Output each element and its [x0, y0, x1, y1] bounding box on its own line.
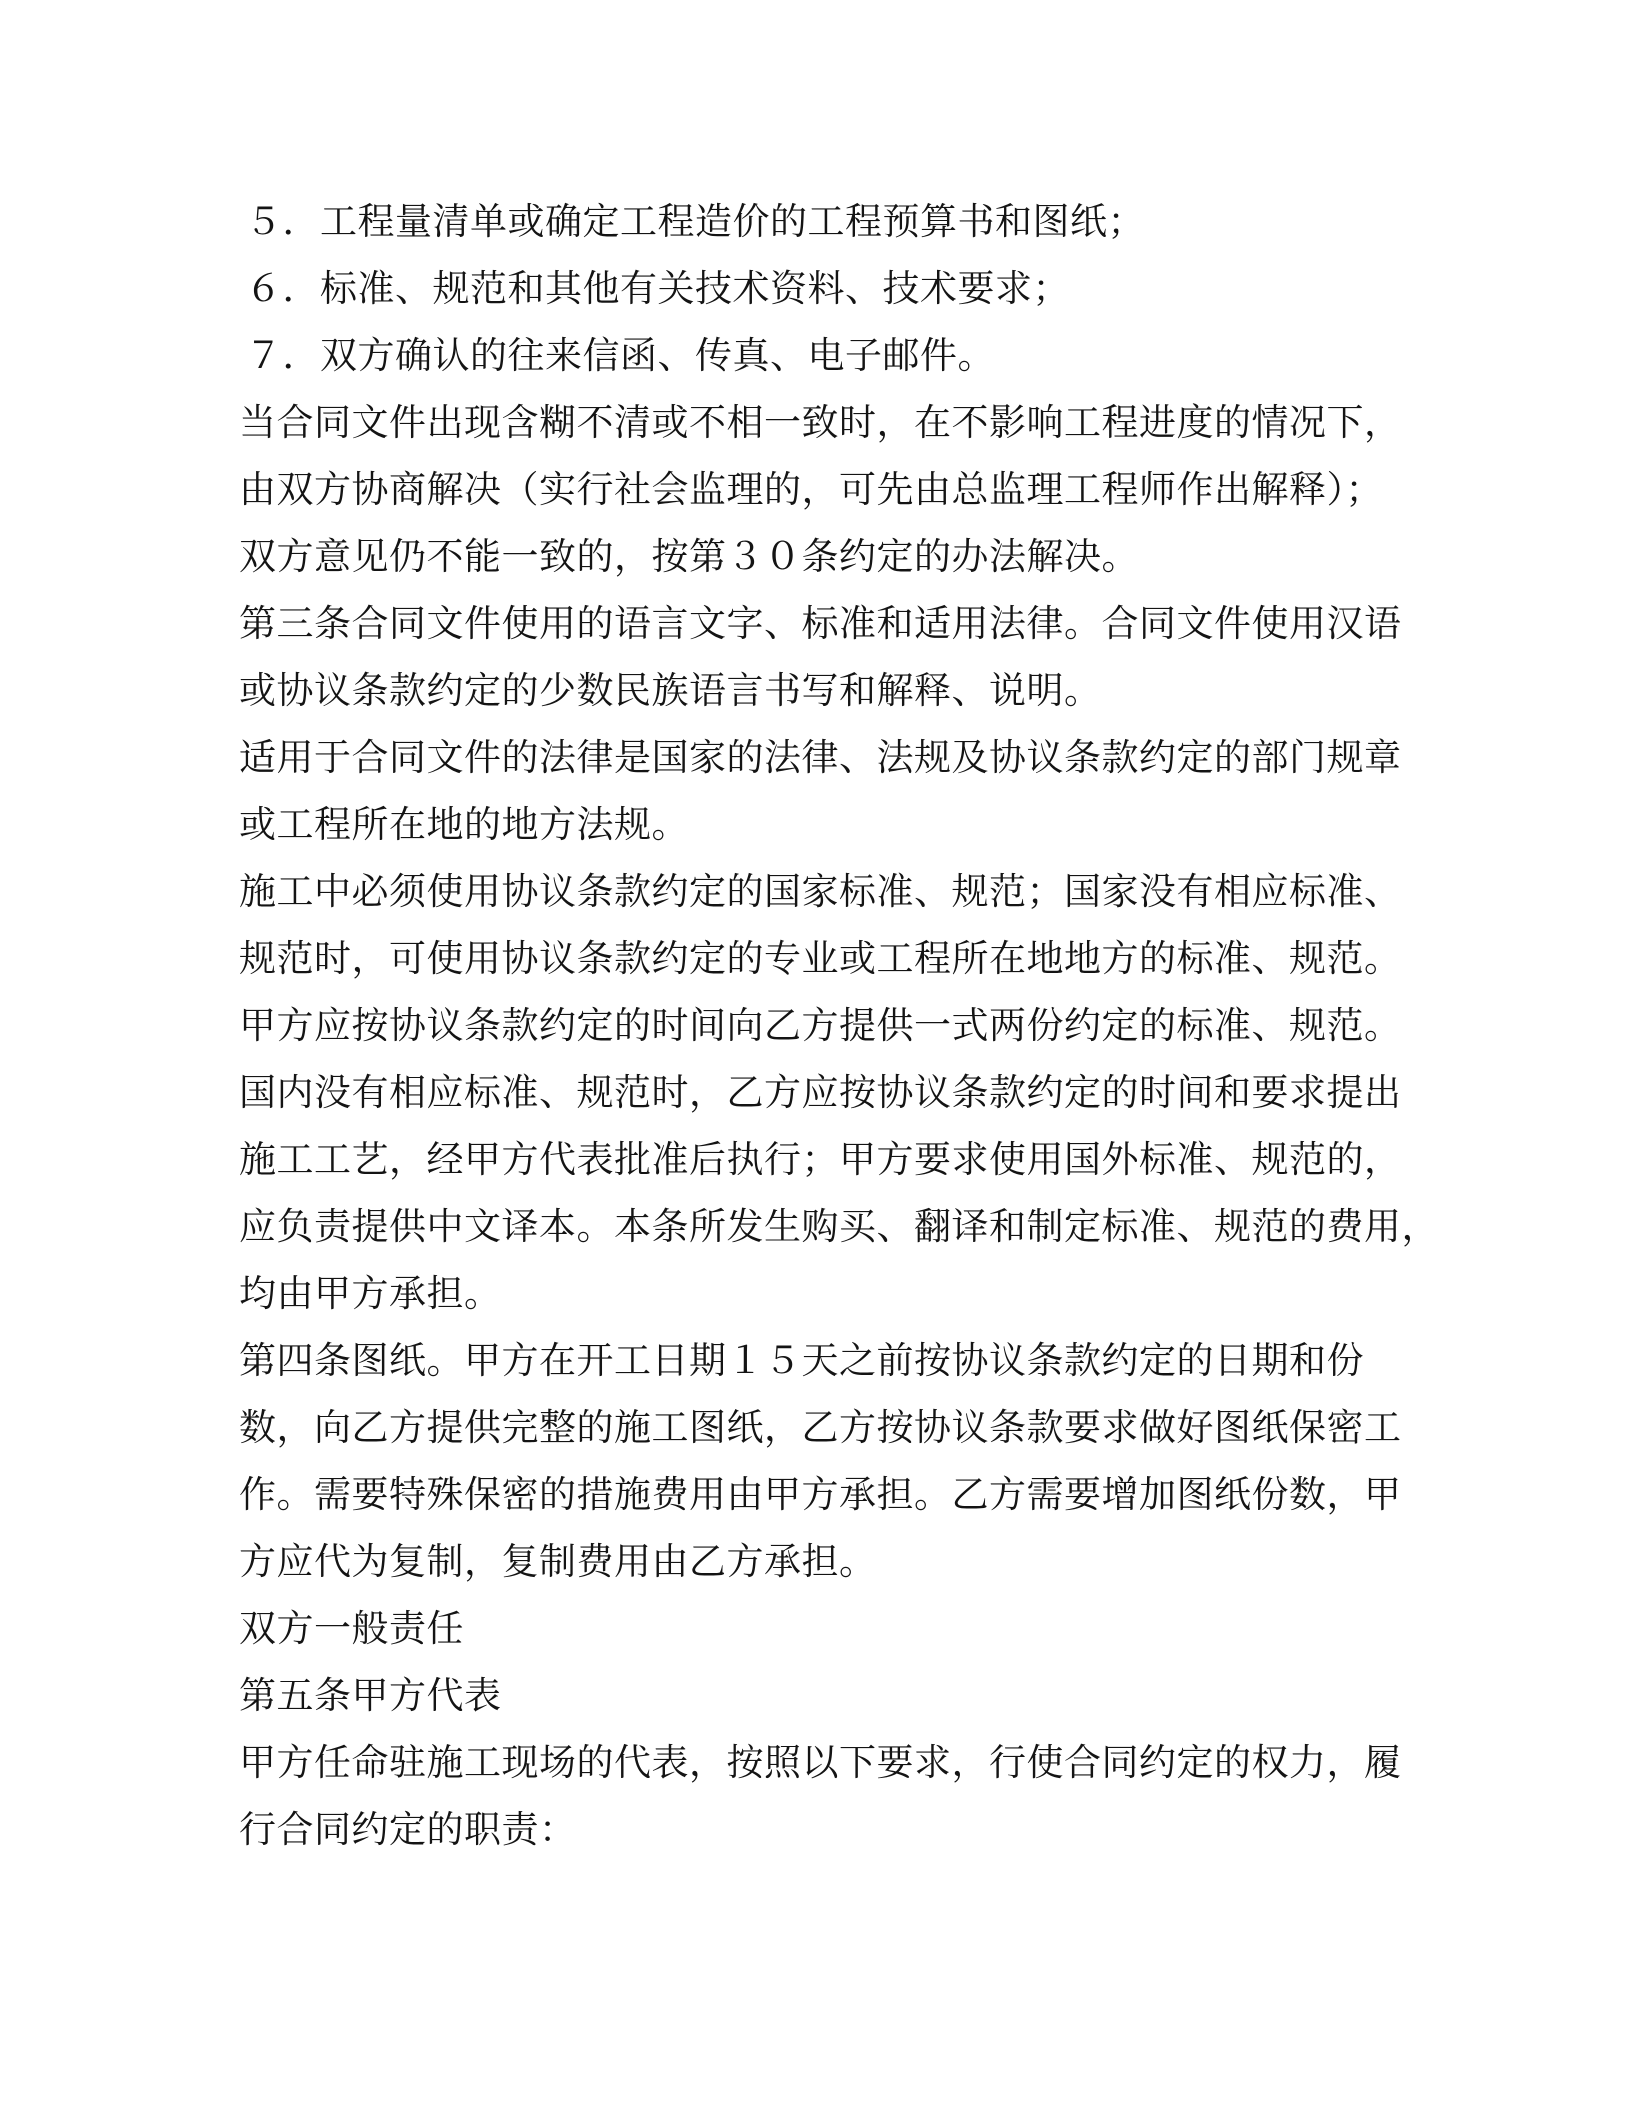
- section-heading: 双方一般责任: [239, 1607, 464, 1650]
- list-item-6: ６．标准、规范和其他有关技术资料、技术要求；: [245, 267, 1070, 310]
- text-line: 甲方应按协议条款约定的时间向乙方提供一式两份约定的标准、规范。: [239, 1004, 1402, 1047]
- text-line: 施工中必须使用协议条款约定的国家标准、规范；国家没有相应标准、: [239, 870, 1402, 913]
- text-line: 作。需要特殊保密的措施费用由甲方承担。乙方需要增加图纸份数，甲: [239, 1473, 1402, 1516]
- text-line: 由双方协商解决（实行社会监理的，可先由总监理工程师作出解释）；: [239, 468, 1383, 511]
- text-line: 甲方任命驻施工现场的代表，按照以下要求，行使合同约定的权力，履: [239, 1741, 1402, 1784]
- document-body: [239, 188, 1439, 1863]
- text-line: 或协议条款约定的少数民族语言书写和解释、说明。: [239, 669, 1102, 712]
- text-line: 适用于合同文件的法律是国家的法律、法规及协议条款约定的部门规章: [239, 736, 1402, 779]
- text-line: 或工程所在地的地方法规。: [239, 803, 689, 846]
- text-line: 数，向乙方提供完整的施工图纸，乙方按协议条款要求做好图纸保密工: [239, 1406, 1402, 1449]
- text-line: 当合同文件出现含糊不清或不相一致时，在不影响工程进度的情况下，: [239, 401, 1402, 444]
- text-line: 方应代为复制，复制费用由乙方承担。: [239, 1540, 877, 1583]
- text-line: 双方意见仍不能一致的，按第３０条约定的办法解决。: [239, 535, 1139, 578]
- text-line: 应负责提供中文译本。本条所发生购买、翻译和制定标准、规范的费用，: [239, 1205, 1439, 1248]
- text-line: 施工工艺，经甲方代表批准后执行；甲方要求使用国外标准、规范的，: [239, 1138, 1402, 1181]
- article-5-heading: 第五条甲方代表: [239, 1674, 502, 1717]
- article-4-heading-line: 第四条图纸。甲方在开工日期１５天之前按协议条款约定的日期和份: [239, 1339, 1364, 1382]
- article-3-heading-line: 第三条合同文件使用的语言文字、标准和适用法律。合同文件使用汉语: [239, 602, 1402, 645]
- text-line: 国内没有相应标准、规范时，乙方应按协议条款约定的时间和要求提出: [239, 1071, 1402, 1114]
- text-line: 规范时，可使用协议条款约定的专业或工程所在地地方的标准、规范。: [239, 937, 1402, 980]
- text-line: 均由甲方承担。: [239, 1272, 502, 1315]
- text-line: 行合同约定的职责：: [239, 1808, 577, 1851]
- list-item-7: ７．双方确认的往来信函、传真、电子邮件。: [245, 334, 995, 377]
- list-item-5: ５．工程量清单或确定工程造价的工程预算书和图纸；: [245, 200, 1145, 243]
